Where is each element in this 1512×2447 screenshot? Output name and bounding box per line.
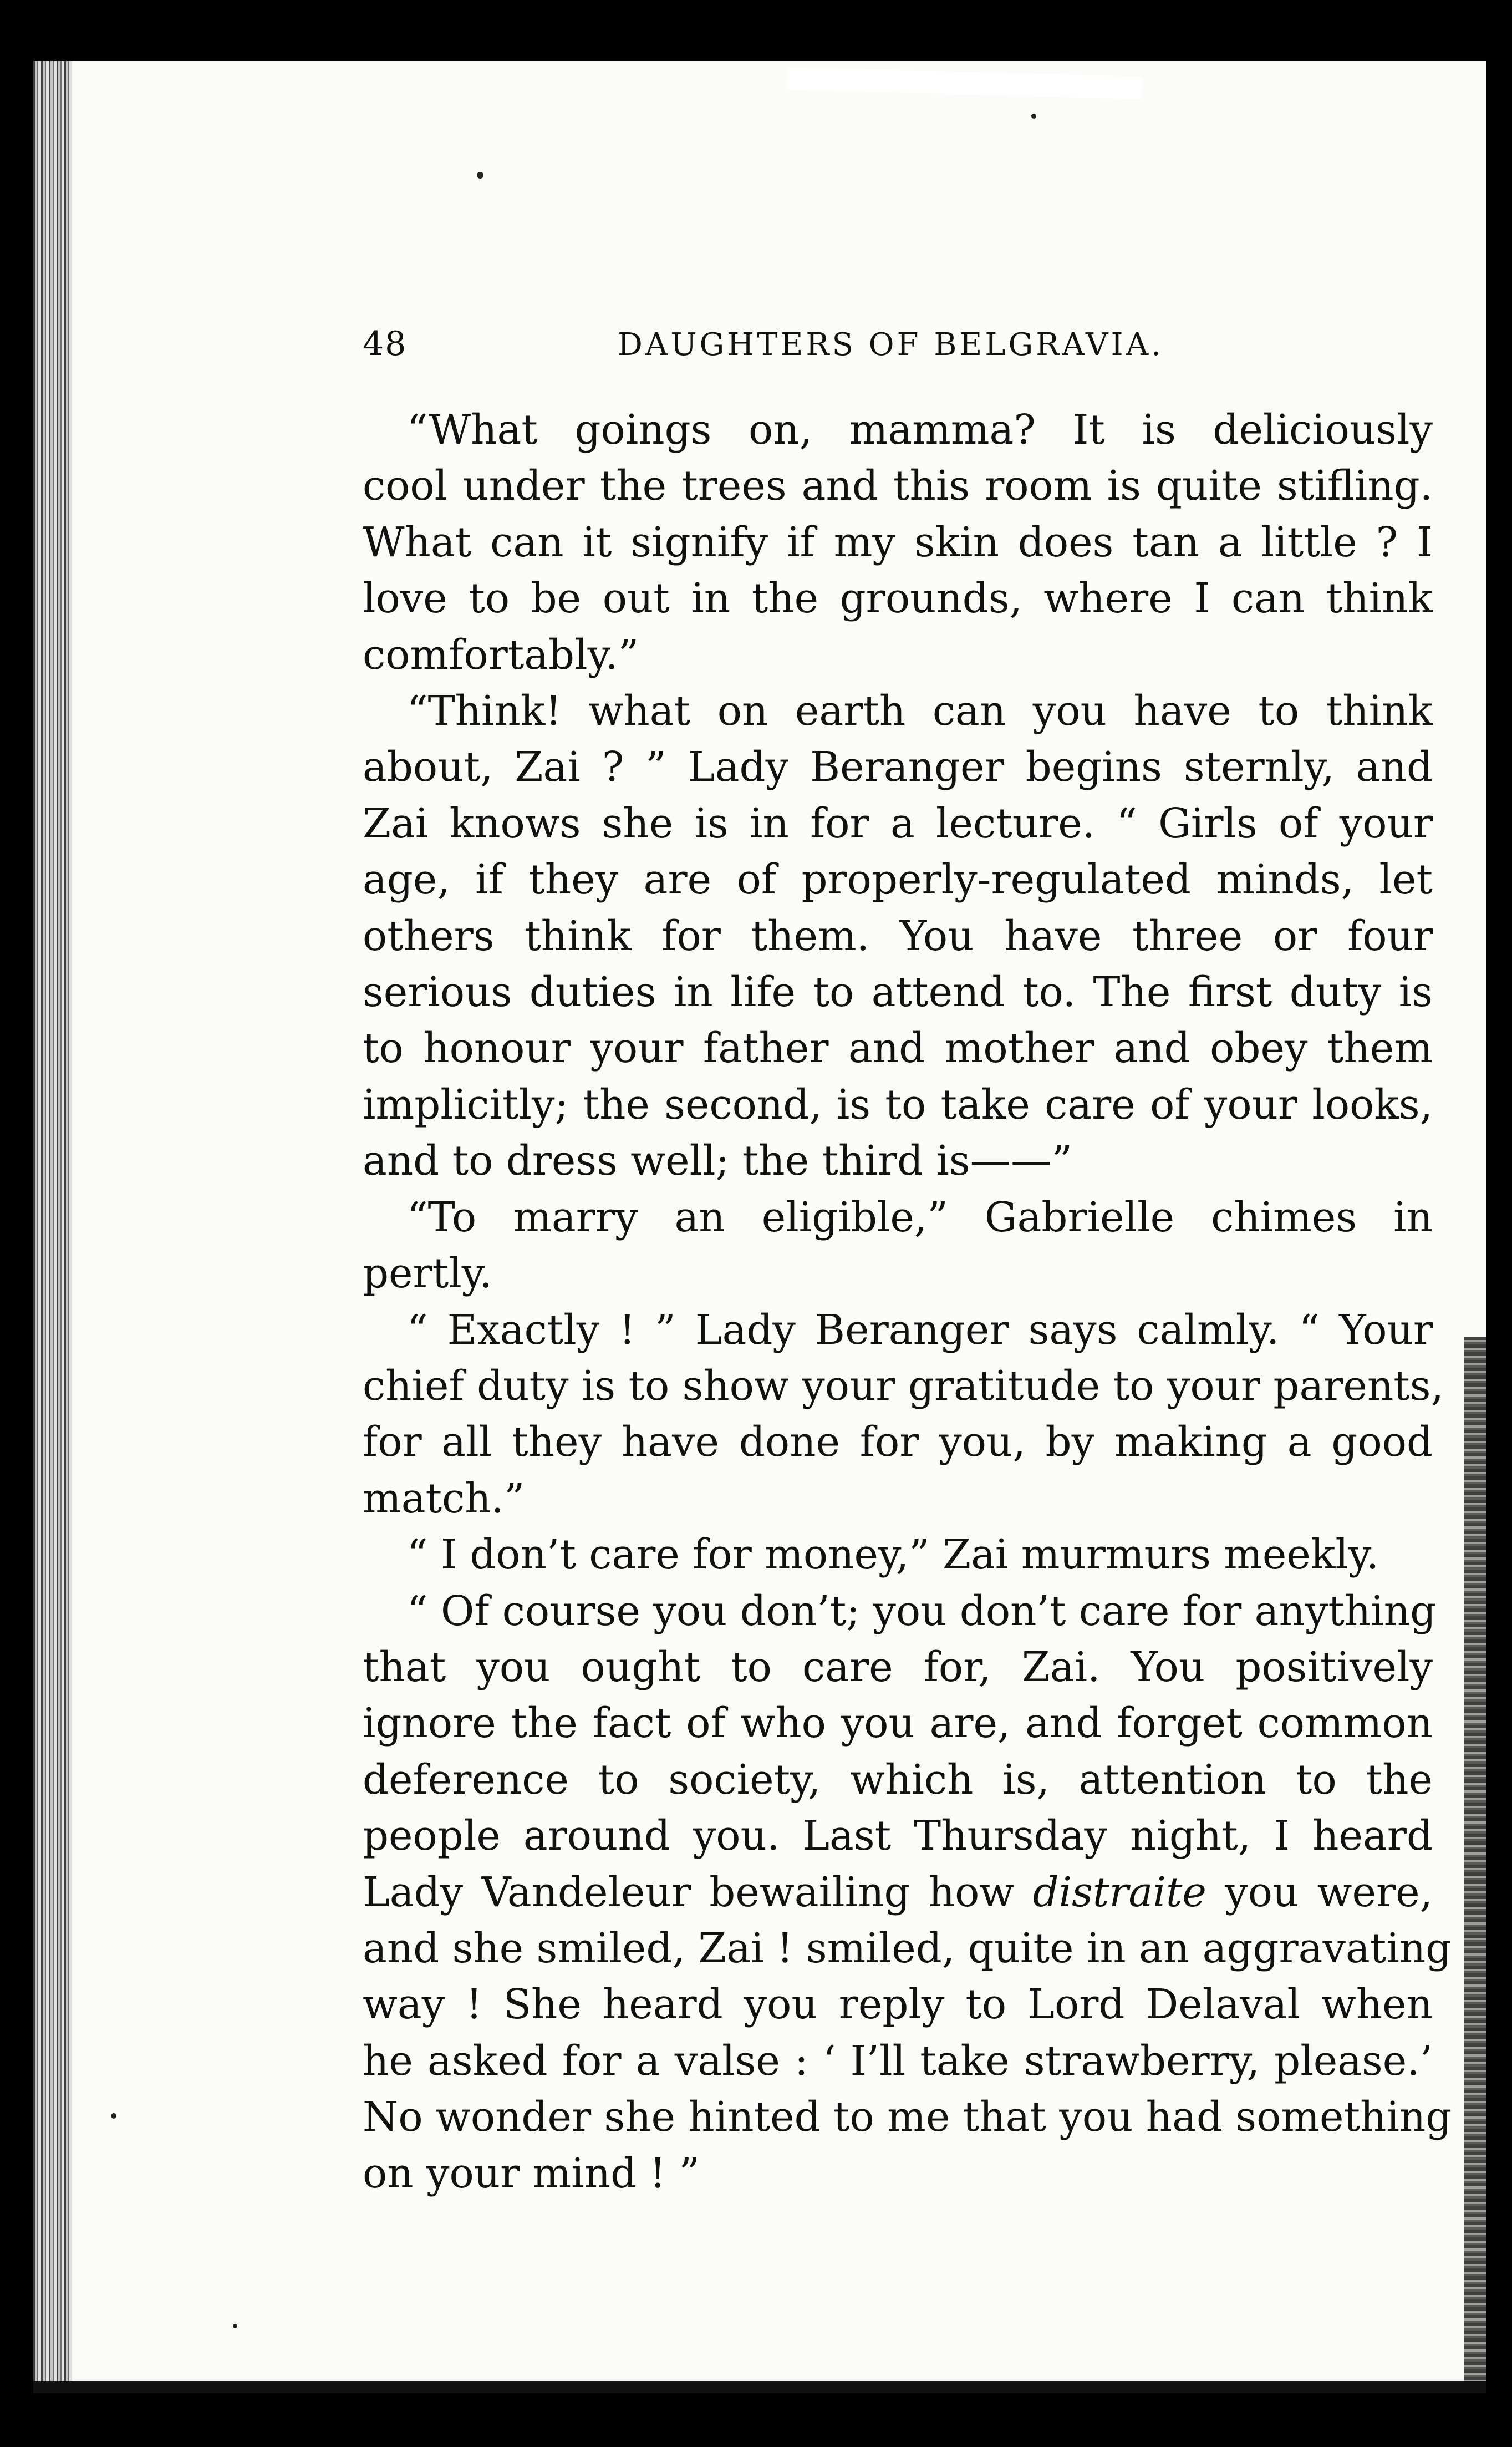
page-top-tear [787, 68, 1143, 99]
text-line: cool under the trees and this room is quite stifling. [363, 463, 1433, 510]
body-text [363, 402, 1452, 2202]
scan-speck [111, 2113, 116, 2119]
scan-speck [233, 2324, 237, 2328]
paragraph [363, 1583, 1452, 2202]
text-line: pertly. [363, 1250, 492, 1298]
text-line: “ I don’t care for money,” Zai murmurs meekly. [407, 1531, 1379, 1579]
text-line: “What goings on, mamma? It is deliciously [407, 407, 1433, 454]
text-line: others think for them. You have three or four [363, 912, 1433, 960]
page-edge [1464, 1337, 1486, 2390]
text-line: What can it signify if my skin does tan a little ? I [363, 519, 1433, 566]
page-bottom-edge [33, 2381, 1486, 2393]
text-line: about, Zai ? ” Lady Beranger begins sternly, and [363, 744, 1433, 791]
text-line: to honour your father and mother and obey them [363, 1025, 1433, 1073]
scan-speck [1031, 114, 1036, 119]
scanned-page [33, 61, 1486, 2393]
paragraph [363, 402, 1433, 683]
paragraph [363, 1190, 1433, 1302]
text-line: on your mind ! ” [363, 2150, 700, 2197]
text-line: deference to society, which is, attention to the [363, 1756, 1433, 1804]
text-line: way ! She heard you reply to Lord Delaval when [363, 1981, 1433, 2029]
text-line: and she smiled, Zai ! smiled, quite in an aggravating [363, 1925, 1452, 1972]
text-line: he asked for a valse : ‘ I’ll take strawberry, please.’ [363, 2037, 1433, 2085]
paragraph [363, 1302, 1444, 1527]
text-line: serious duties in life to attend to. The first duty is [363, 969, 1433, 1017]
text-line: Lady Vandeleur bewailing how distraite you were, [363, 1869, 1433, 1916]
page-gutter [33, 61, 72, 2393]
text-line: match.” [363, 1475, 525, 1522]
running-head [363, 324, 1433, 374]
text-line: “ Of course you don’t; you don’t care for anything [407, 1587, 1437, 1635]
text-line: Zai knows she is in for a lecture. “ Girls of your [363, 800, 1433, 847]
page-number: 48 [363, 324, 408, 363]
text-line: and to dress well; the third is——” [363, 1138, 1073, 1185]
text-line: implicitly; the second, is to take care of your looks, [363, 1081, 1433, 1129]
text-line: “ Exactly ! ” Lady Beranger says calmly. “ Your [407, 1306, 1433, 1354]
text-line: ignore the fact of who you are, and forget common [363, 1700, 1433, 1748]
text-line: “Think! what on earth can you have to think [407, 688, 1433, 735]
text-line: people around you. Last Thursday night, I heard [363, 1813, 1433, 1860]
text-line: comfortably.” [363, 631, 639, 679]
text-line: chief duty is to show your gratitude to your parents, [363, 1362, 1444, 1410]
text-line: age, if they are of properly-regulated minds, let [363, 856, 1433, 904]
text-line: love to be out in the grounds, where I can think [363, 575, 1433, 623]
text-line: for all they have done for you, by making a good [363, 1419, 1433, 1466]
running-title: DAUGHTERS OF BELGRAVIA. [618, 327, 1164, 363]
scan-speck [477, 172, 483, 179]
paragraph [363, 683, 1433, 1190]
text-line: No wonder she hinted to me that you had something [363, 2094, 1452, 2141]
text-line: that you ought to care for, Zai. You positively [363, 1643, 1433, 1691]
paragraph [363, 1527, 1433, 1583]
text-line: “To marry an eligible,” Gabrielle chimes in [407, 1194, 1433, 1241]
